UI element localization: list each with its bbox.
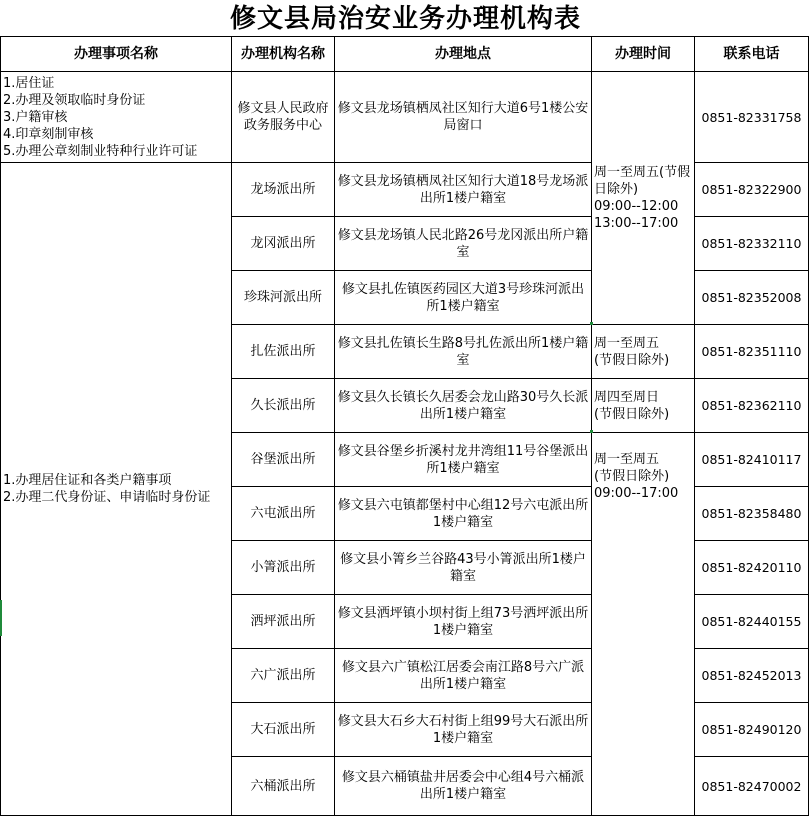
phone-cell: 0851-82331758 [695, 72, 809, 163]
agency-cell: 六桶派出所 [232, 757, 335, 816]
agency-cell: 六广派出所 [232, 649, 335, 703]
matters-cell-2 [1, 163, 232, 816]
matter-item: 2.办理二代身份证、申请临时身份证 [3, 490, 211, 505]
hours-time: 09:00--17:00 [594, 486, 679, 501]
header-agency: 办理机构名称 [232, 37, 335, 72]
phone-cell: 0851-82470002 [695, 757, 809, 816]
agency-cell: 小箐派出所 [232, 541, 335, 595]
address-cell: 修文县六屯镇都堡村中心组12号六屯派出所1楼户籍室 [335, 487, 592, 541]
phone-cell: 0851-82351110 [695, 325, 809, 379]
header-address: 办理地点 [335, 37, 592, 72]
phone-cell: 0851-82490120 [695, 703, 809, 757]
hours-days: 周一至周五(节假日除外) [594, 165, 691, 197]
hours-days: 周一至周五 [594, 452, 660, 467]
phone-cell: 0851-82362110 [695, 379, 809, 433]
cell-marker [590, 322, 593, 325]
matter-item: 4.印章刻制审核 [3, 126, 94, 142]
agency-table [0, 36, 809, 816]
matter-item: 3.户籍审核 [3, 109, 68, 125]
phone-cell: 0851-82420110 [695, 541, 809, 595]
agency-cell: 谷堡派出所 [232, 433, 335, 487]
matter-item: 1.居住证 [3, 75, 55, 91]
matter-item: 2.办理及领取临时身份证 [3, 92, 146, 108]
agency-cell: 珍珠河派出所 [232, 271, 335, 325]
address-cell: 修文县龙场镇人民北路26号龙冈派出所户籍室 [335, 217, 592, 271]
phone-cell: 0851-82440155 [695, 595, 809, 649]
phone-cell: 0851-82452013 [695, 649, 809, 703]
hours-days: 周四至周日 [594, 389, 660, 405]
agency-cell: 久长派出所 [232, 379, 335, 433]
address-cell: 修文县六桶镇盐井居委会中心组4号六桶派出所1楼户籍室 [335, 757, 592, 816]
agency-cell: 龙冈派出所 [232, 217, 335, 271]
agency-cell: 大石派出所 [232, 703, 335, 757]
hours-time: 09:00--12:00 [594, 199, 679, 214]
header-hours: 办理时间 [592, 37, 695, 72]
agency-cell: 扎佐派出所 [232, 325, 335, 379]
agency-cell: 修文县人民政府政务服务中心 [232, 72, 335, 163]
phone-cell: 0851-82410117 [695, 433, 809, 487]
hours-note: (节假日除外) [594, 406, 670, 422]
address-cell: 修文县谷堡乡折溪村龙井湾组11号谷堡派出所1楼户籍室 [335, 433, 592, 487]
hours-time: 13:00--17:00 [594, 216, 679, 231]
address-cell: 修文县龙场镇栖凤社区知行大道6号1楼公安局窗口 [335, 72, 592, 163]
address-cell: 修文县久长镇长久居委会龙山路30号久长派出所1楼户籍室 [335, 379, 592, 433]
hours-note: (节假日除外) [594, 352, 670, 368]
address-cell: 修文县洒坪镇小坝村街上组73号洒坪派出所1楼户籍室 [335, 595, 592, 649]
hours-cell-2 [592, 325, 695, 379]
address-cell: 修文县六广镇松江居委会南江路8号六广派出所1楼户籍室 [335, 649, 592, 703]
hours-cell-3 [592, 379, 695, 433]
page-title: 修文县局治安业务办理机构表 [229, 4, 581, 34]
address-cell: 修文县大石乡大石村街上组99号大石派出所1楼户籍室 [335, 703, 592, 757]
phone-cell: 0851-82352008 [695, 271, 809, 325]
agency-cell: 龙场派出所 [232, 163, 335, 217]
address-cell: 修文县龙场镇栖凤社区知行大道18号龙场派出所1楼户籍室 [335, 163, 592, 217]
agency-cell: 六屯派出所 [232, 487, 335, 541]
address-cell: 修文县扎佐镇长生路8号扎佐派出所1楼户籍室 [335, 325, 592, 379]
cell-marker [0, 600, 2, 636]
address-cell: 修文县扎佐镇医药园区大道3号珍珠河派出所1楼户籍室 [335, 271, 592, 325]
agency-cell: 洒坪派出所 [232, 595, 335, 649]
header-row [1, 37, 809, 72]
matter-item: 1.办理居住证和各类户籍事项 [3, 473, 172, 488]
hours-days: 周一至周五 [594, 335, 660, 351]
phone-cell: 0851-82332110 [695, 217, 809, 271]
header-phone: 联系电话 [695, 37, 809, 72]
hours-cell-4 [592, 433, 695, 816]
hours-note: (节假日除外) [594, 469, 670, 484]
address-cell: 修文县小箐乡兰谷路43号小箐派出所1楼户籍室 [335, 541, 592, 595]
header-matters: 办理事项名称 [1, 37, 232, 72]
phone-cell: 0851-82358480 [695, 487, 809, 541]
matters-cell-1 [1, 72, 232, 163]
table-row [1, 72, 809, 163]
matter-item: 5.办理公章刻制业特种行业许可证 [3, 143, 198, 159]
hours-cell-1 [592, 72, 695, 325]
phone-cell: 0851-82322900 [695, 163, 809, 217]
cell-marker [590, 430, 593, 433]
